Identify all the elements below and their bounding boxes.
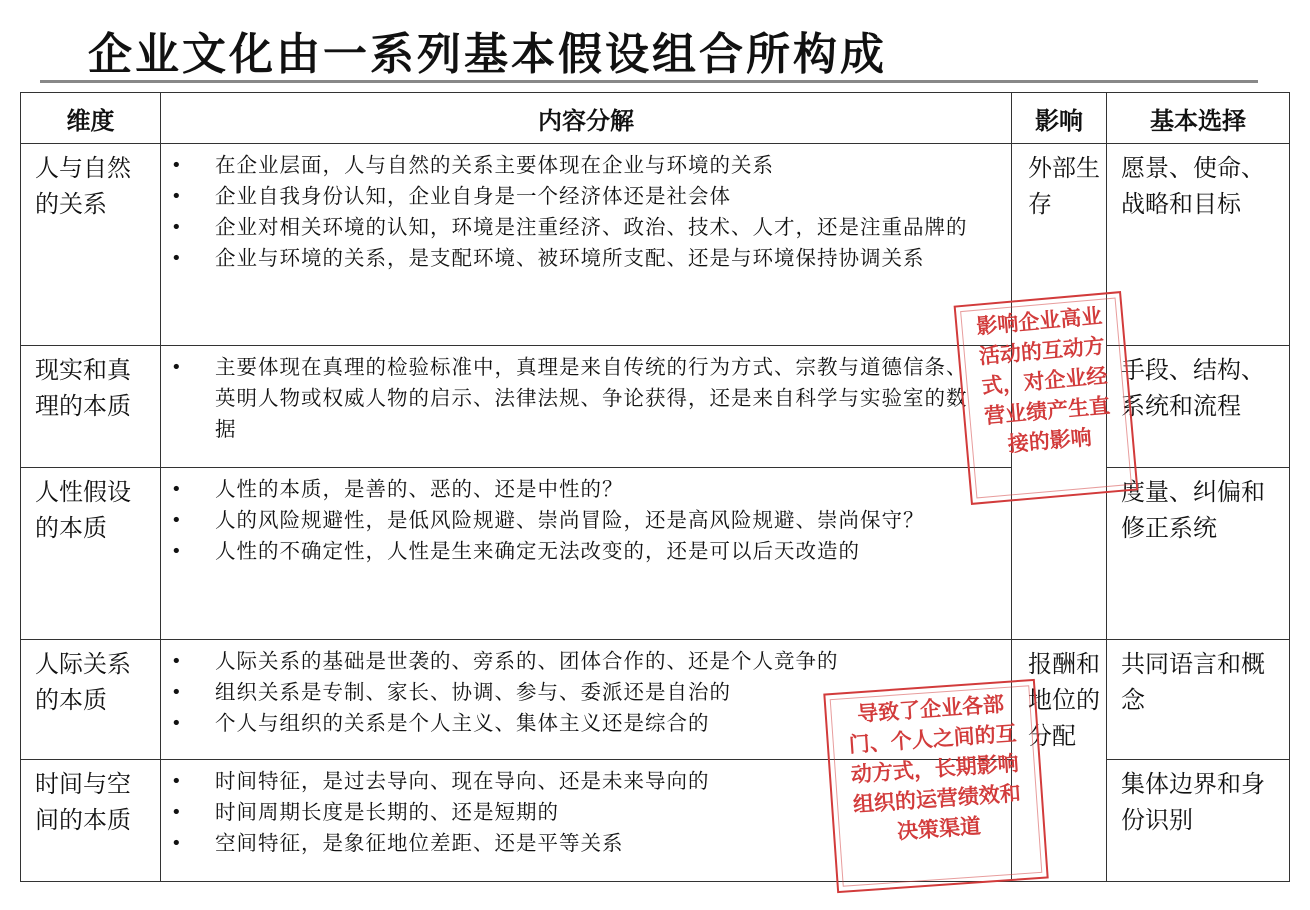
list-item: • 在企业层面，人与自然的关系主要体现在企业与环境的关系 — [205, 150, 981, 181]
row-dimension: 人性假设的本质 — [21, 468, 161, 640]
header-content: 内容分解 — [161, 93, 1012, 144]
bullet-list — [161, 150, 981, 274]
list-item: • 企业与环境的关系，是支配环境、被环境所支配、还是与环境保持协调关系 — [205, 243, 981, 274]
title-underline — [40, 80, 1258, 83]
list-item: • 组织关系是专制、家长、协调、参与、委派还是自治的 — [205, 677, 981, 708]
list-item: • 企业对相关环境的认知，环境是注重经济、政治、技术、人才，还是注重品牌的 — [205, 212, 981, 243]
row-dimension: 人与自然的关系 — [21, 144, 161, 346]
row-dimension: 现实和真理的本质 — [21, 346, 161, 468]
annotation-stamp-internal-integration: 影响企业高业活动的互动方式，对企业经营业绩产生直接的影响 — [954, 291, 1139, 505]
list-item: • 人性的本质，是善的、恶的、还是中性的？ — [205, 474, 981, 505]
list-item: • 个人与组织的关系是个人主义、集体主义还是综合的 — [205, 708, 981, 739]
list-item: • 人性的不确定性，人性是生来确定无法改变的，还是可以后天改造的 — [205, 536, 981, 567]
header-choice: 基本选择 — [1107, 93, 1290, 144]
row-choice: 度量、纠偏和修正系统 — [1107, 468, 1290, 640]
impact-reward-distribution: 报酬和地位的分配 — [1012, 640, 1107, 882]
list-item: • 时间特征，是过去导向、现在导向、还是未来导向的 — [205, 766, 981, 797]
row-dimension: 时间与空间的本质 — [21, 760, 161, 882]
row-content — [161, 144, 1012, 346]
header-dimension: 维度 — [21, 93, 161, 144]
impact-external-survival: 外部生存 — [1012, 144, 1107, 640]
table-header-row — [21, 93, 1290, 144]
list-item: • 企业自我身份认知，企业自身是一个经济体还是社会体 — [205, 181, 981, 212]
row-choice: 共同语言和概念 — [1107, 640, 1290, 760]
row-choice: 集体边界和身份识别 — [1107, 760, 1290, 882]
bullet-list — [161, 474, 981, 567]
bullet-list — [161, 352, 981, 445]
row-choice: 手段、结构、系统和流程 — [1107, 346, 1290, 468]
row-dimension: 人际关系的本质 — [21, 640, 161, 760]
list-item: • 人际关系的基础是世袭的、旁系的、团体合作的、还是个人竞争的 — [205, 646, 981, 677]
row-choice: 愿景、使命、战略和目标 — [1107, 144, 1290, 346]
list-item: • 人的风险规避性，是低风险规避、崇尚冒险，还是高风险规避、崇尚保守？ — [205, 505, 981, 536]
annotation-stamp-interaction: 导致了企业各部门、个人之间的互动方式，长期影响组织的运营绩效和决策渠道 — [823, 679, 1048, 893]
list-item: • 时间周期长度是长期的、还是短期的 — [205, 797, 981, 828]
header-impact: 影响 — [1012, 93, 1107, 144]
list-item: • 主要体现在真理的检验标准中，真理是来自传统的行为方式、宗教与道德信条、英明人物或权威人物的启示、法律法规、争论获得，还是来自科学与实验室的数据 — [205, 352, 981, 445]
page-title: 企业文化由一系列基本假设组合所构成 — [88, 29, 887, 80]
list-item: • 空间特征，是象征地位差距、还是平等关系 — [205, 828, 981, 859]
row-content — [161, 346, 1012, 468]
table-row — [21, 640, 1290, 760]
row-content — [161, 468, 1012, 640]
